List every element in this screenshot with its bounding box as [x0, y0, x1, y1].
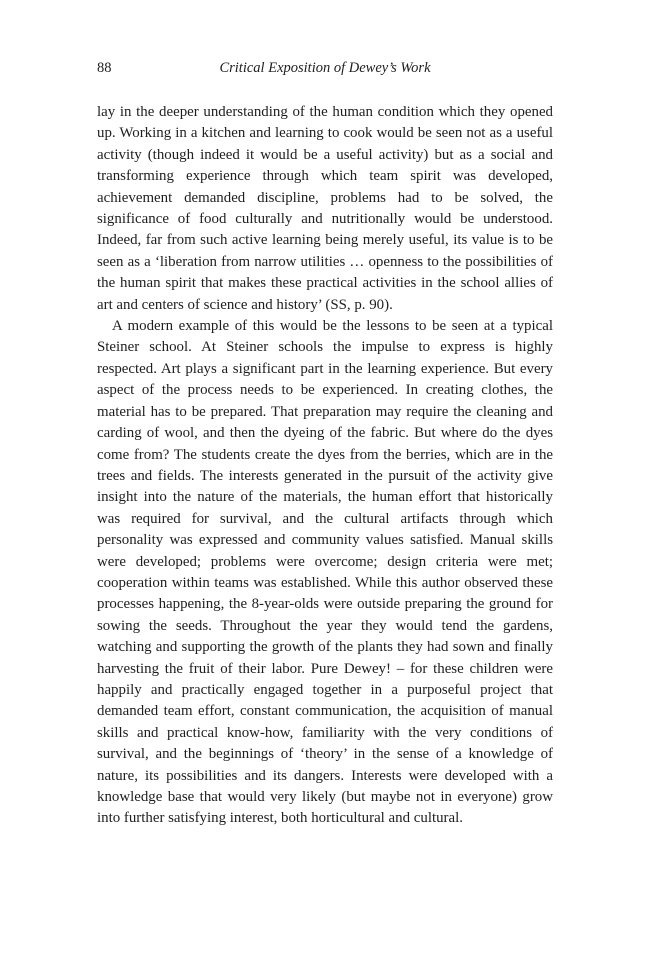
paragraph-steiner-example: A modern example of this would be the lessons to be seen at a typical Steiner school. At Steiner schools the impulse to express is highly respected. Art plays a significant part in the learning experience. But every aspect of the process needs to be experienced. In creating clothes, the material has to be prepared. That preparation may require the cleaning and carding of wool, and then the dyeing of the fabric. But where do the dyes come from? The students create the dyes from the berries, which are in the trees and fields. The interests generated in the pursuit of the activity give insight into the nature of the materials, the human effort that historically was required for survival, and the cultural artifacts through which personality was expressed and community values satisfied. Manual skills were developed; problems were overcome; design criteria were met; cooperation within teams was established. While this author observed these processes happening, the 8-year-olds were outside preparing the ground for sowing the seeds. Throughout the year they would tend the gardens, watching and supporting the growth of the plants they had sown and finally harvesting the fruit of their labor. Pure Dewey! – for these children were happily and practically engaged together in a purposeful project that demanded team effort, constant communication, the acquisition of manual skills and practical know-how, familiarity with the very conditions of survival, and the beginnings of ‘theory’ in the sense of a knowledge of nature, its possibilities and its dangers. Interests were developed with a knowledge base that would very likely (but maybe not in everyone) grow into further satisfying interest, both horticultural and cultural. [97, 318, 553, 827]
running-title: Critical Exposition of Dewey’s Work [219, 60, 431, 76]
page-header [97, 60, 553, 80]
paragraph-continued: lay in the deeper understanding of the human condition which they opened up. Working in a kitchen and learning to cook would be seen not as a useful activity (though indeed it would be a useful activity) but as a social and transforming experience through which team spirit was developed, achievement demanded discipline, problems had to be solved, the significance of food culturally and nutritionally would be understood. Indeed, far from such active learning being merely useful, its value is to be seen as a ‘liberation from narrow utilities … openness to the possibilities of the human spirit that makes these practical activities in the school allies of art and centers of science and history’ (SS, p. 90). [97, 104, 553, 313]
page-number: 88 [97, 60, 112, 76]
body-text [97, 102, 553, 830]
